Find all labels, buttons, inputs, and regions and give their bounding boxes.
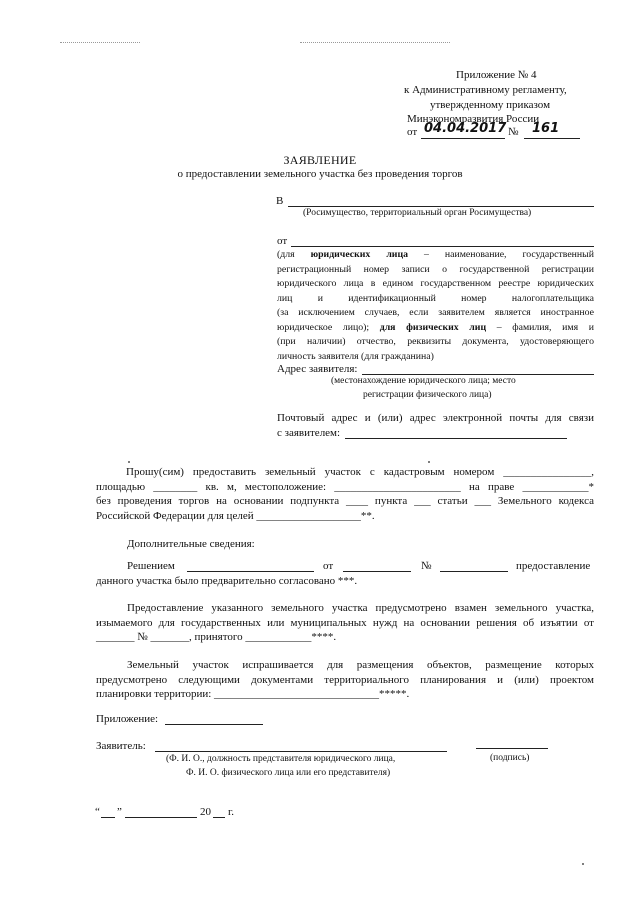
decision-line-2: данного участка было предварительно согласовано ***. <box>96 575 358 587</box>
postal-label: с заявителем: <box>277 427 341 439</box>
date-day-field[interactable] <box>101 817 115 818</box>
decision-end: предоставление <box>516 560 591 572</box>
appendix-number-sign: № <box>508 126 519 138</box>
exchange-line: изымаемого для государственных или муниципальных нужд на основании решения об изъятии от <box>96 616 594 629</box>
exchange-paragraph <box>96 601 594 645</box>
placement-line: планировки территории: ______________________________*****. <box>96 688 410 700</box>
signature-sign-field[interactable] <box>476 748 548 749</box>
applicant-from-prefix: от <box>277 235 288 247</box>
applicant-line: лиц и идентификационный номер налогоплательщика <box>277 292 594 304</box>
exchange-line: _______ № _______, принятого ____________****. <box>96 631 337 643</box>
recipient-prefix: В <box>276 195 284 207</box>
applicant-description <box>277 248 594 364</box>
decision-from: от <box>323 560 334 572</box>
placement-paragraph <box>96 658 594 702</box>
date-month-field[interactable] <box>125 817 197 818</box>
appendix-date: 04.04.2017 <box>424 121 507 136</box>
attachment-label: Приложение: <box>96 713 159 725</box>
postal-line-1: Почтовый адрес и (или) адрес электронной почты для связи <box>277 412 594 424</box>
applicant-line: (при наличии) отчество, реквизиты документа, удостоверяющего <box>277 336 594 347</box>
placement-line: Земельный участок испрашивается для размещения объектов, размещение которых <box>127 659 594 671</box>
request-line: без проведения торгов на основании подпункта ____ пункта ___ статьи ___ Земельного кодекса <box>96 495 594 507</box>
signature-caption-1: (Ф. И. О., должность представителя юридического лица, <box>166 754 396 764</box>
document-subtitle: о предоставлении земельного участка без проведения торгов <box>177 168 463 180</box>
date-quote-open: “ <box>95 806 100 818</box>
appendix-number: 161 <box>532 121 560 136</box>
date-quote-close: ” <box>117 806 122 818</box>
address-field[interactable] <box>362 374 594 375</box>
address-caption-2: регистрации физического лица) <box>363 390 492 400</box>
appendix-from: от <box>407 126 418 138</box>
signature-name-field[interactable] <box>155 751 447 752</box>
applicant-line: юридического лица в едином государственном реестре юридических <box>277 278 594 289</box>
signature-sign-caption: (подпись) <box>490 753 530 763</box>
attachment-field[interactable] <box>165 724 263 725</box>
scan-artifact <box>300 42 450 43</box>
scan-speck <box>428 461 430 463</box>
postal-block <box>277 411 594 426</box>
signature-label: Заявитель: <box>96 740 146 752</box>
scan-artifact <box>60 42 140 43</box>
appendix-title: Приложение № 4 <box>456 69 537 81</box>
recipient-field[interactable] <box>288 206 594 207</box>
scan-speck <box>128 461 130 463</box>
appendix-number-line <box>524 138 580 139</box>
applicant-field[interactable] <box>291 246 594 247</box>
applicant-line: (за исключением случаев, если заявителем является иностранное <box>277 307 594 318</box>
date-year-suffix: г. <box>228 806 235 818</box>
decision-number-sign: № <box>421 560 432 572</box>
decision-date-field[interactable] <box>343 571 411 572</box>
recipient-caption: (Росимущество, территориальный орган Росимущества) <box>303 208 532 218</box>
decision-number-field[interactable] <box>440 571 508 572</box>
address-label: Адрес заявителя: <box>277 363 358 375</box>
appendix-line-1: к Административному регламенту, <box>404 84 567 96</box>
date-year-prefix: 20 <box>200 806 211 818</box>
address-caption-1: (местонахождение юридического лица; место <box>331 376 516 386</box>
decision-field[interactable] <box>187 571 314 572</box>
exchange-line: Предоставление указанного земельного участка предусмотрено взамен земельного участка, <box>127 602 594 614</box>
request-line: площадью ________ кв. м, местоположение: _______________________ на праве ____________* <box>96 480 594 493</box>
appendix-date-line <box>421 138 505 139</box>
scan-speck <box>582 863 584 865</box>
applicant-line: (для юридических лица – наименование, государственный <box>277 249 594 260</box>
request-paragraph <box>96 465 594 523</box>
appendix-line-3: Минэкономразвития России <box>407 113 540 125</box>
applicant-line: юридическое лицо); для физических лиц – фамилия, имя и <box>277 321 594 333</box>
signature-caption-2: Ф. И. О. физического лица или его представителя) <box>186 768 391 778</box>
request-line: Прошу(сим) предоставить земельный участок с кадастровым номером ________________, <box>126 466 594 478</box>
appendix-line-2: утвержденному приказом <box>430 99 551 111</box>
additional-label: Дополнительные сведения: <box>127 538 255 550</box>
date-year-field[interactable] <box>213 817 225 818</box>
document-title: ЗАЯВЛЕНИЕ <box>283 153 357 167</box>
applicant-line: регистрационный номер записи о государственной регистрации <box>277 263 594 275</box>
decision-word: Решением <box>127 560 175 572</box>
request-line: Российской Федерации для целей ___________________**. <box>96 509 375 522</box>
applicant-line: личность заявителя (для гражданина) <box>277 350 434 362</box>
placement-line: предусмотрено следующими документами территориального планирования и (или) проектом <box>96 673 594 686</box>
postal-field[interactable] <box>345 438 567 439</box>
